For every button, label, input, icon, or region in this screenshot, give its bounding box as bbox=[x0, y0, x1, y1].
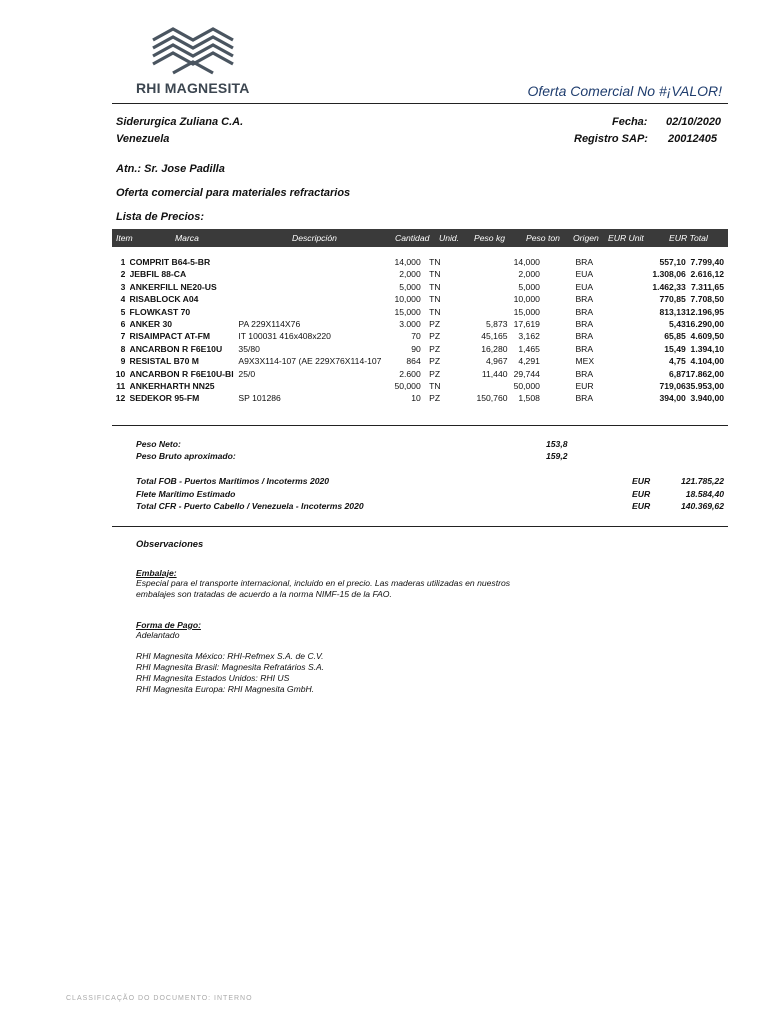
col-cantidad: Cantidad bbox=[395, 233, 430, 243]
freight-label: Flete Marítimo Estimado bbox=[136, 489, 236, 499]
row-descripcion: PA 229X114X76 bbox=[238, 319, 301, 330]
row-unid: TN bbox=[429, 381, 441, 392]
row-marca: FLOWKAST 70 bbox=[129, 306, 191, 317]
col-origen: Origen bbox=[573, 233, 599, 243]
row-spacer bbox=[421, 293, 429, 305]
row-eur-total: 17.862,00 bbox=[685, 368, 724, 379]
row-eur-unit: 1.462,33 bbox=[652, 281, 686, 292]
col-peso-ton: Peso ton bbox=[526, 233, 560, 243]
header-divider bbox=[112, 103, 728, 104]
packaging-text-2: embalajes son tratadas de acuerdo a la norma NIMF-15 de la FAO. bbox=[136, 589, 392, 599]
row-descripcion: IT 100031 416x408x220 bbox=[238, 331, 331, 342]
col-unid: Unid. bbox=[439, 233, 460, 243]
price-list-label: Lista de Precios: bbox=[116, 211, 205, 223]
col-eur-total: EUR Total bbox=[669, 233, 708, 243]
table-row bbox=[112, 293, 728, 305]
row-cantidad: 15,000 bbox=[394, 306, 421, 317]
row-unid: TN bbox=[429, 257, 441, 267]
row-unid: PZ bbox=[429, 356, 441, 367]
freight-currency: EUR bbox=[632, 489, 651, 499]
row-cantidad: 70 bbox=[411, 331, 421, 342]
fecha-label: Fecha: bbox=[612, 116, 648, 128]
row-peso-ton: 17,619 bbox=[513, 319, 540, 330]
entity-brasil: RHI Magnesita Brasil: Magnesita Refratários S.A. bbox=[136, 662, 325, 672]
row-eur-unit: 6,87 bbox=[669, 368, 686, 379]
row-eur-unit: 1.308,06 bbox=[652, 269, 686, 280]
row-unid: PZ bbox=[429, 368, 441, 379]
document-classification: CLASSIFICAÇÃO DO DOCUMENTO: INTERNO bbox=[66, 995, 253, 1002]
row-item: 4 bbox=[120, 294, 126, 305]
sap-value: 20012405 bbox=[668, 133, 717, 145]
observations-title: Observaciones bbox=[136, 538, 204, 549]
total-cfr-currency: EUR bbox=[632, 501, 651, 511]
row-eur-total: 3.940,00 bbox=[690, 393, 724, 404]
row-unid: TN bbox=[429, 294, 441, 305]
row-eur-total: 4.104,00 bbox=[690, 356, 724, 367]
col-marca: Marca bbox=[175, 233, 199, 243]
row-cantidad: 14,000 bbox=[394, 257, 421, 267]
row-eur-unit: 770,85 bbox=[659, 294, 686, 305]
row-descripcion bbox=[238, 256, 384, 268]
totals-divider bbox=[112, 526, 728, 527]
row-eur-total: 1.394,10 bbox=[690, 343, 724, 354]
row-origen: BRA bbox=[575, 294, 594, 305]
row-peso-ton: 1,508 bbox=[518, 393, 540, 404]
row-origen: EUR bbox=[575, 381, 594, 392]
row-marca: RESISTAL B70 M bbox=[129, 356, 199, 367]
row-peso-kg bbox=[460, 281, 507, 293]
row-peso-ton: 14,000 bbox=[513, 257, 540, 267]
row-origen: BRA bbox=[575, 343, 594, 354]
row-peso-kg bbox=[460, 256, 507, 268]
row-descripcion: 35/80 bbox=[238, 343, 260, 354]
col-item: Item bbox=[116, 233, 133, 243]
row-spacer bbox=[540, 318, 576, 330]
row-descripcion bbox=[238, 306, 384, 318]
row-descripcion bbox=[238, 268, 384, 280]
row-marca: ANKER 30 bbox=[129, 319, 173, 330]
row-item: 1 bbox=[120, 257, 126, 267]
col-eur-unit: EUR Unit bbox=[608, 233, 644, 243]
row-marca: ANCARBON R F6E10U bbox=[129, 343, 223, 354]
row-spacer bbox=[540, 268, 576, 280]
total-fob-currency: EUR bbox=[632, 476, 651, 486]
row-marca: RISAIMPACT AT-FM bbox=[129, 331, 211, 342]
packaging-label: Embalaje: bbox=[136, 568, 177, 578]
row-peso-kg bbox=[460, 293, 507, 305]
table-row bbox=[112, 368, 728, 380]
row-marca: COMPRIT B64-5-BR bbox=[129, 257, 211, 267]
table-row bbox=[112, 380, 728, 392]
client-country: Venezuela bbox=[116, 133, 170, 145]
row-cantidad: 10 bbox=[411, 393, 421, 404]
row-cantidad: 2.600 bbox=[399, 368, 421, 379]
table-row bbox=[112, 330, 728, 342]
row-spacer bbox=[421, 380, 429, 392]
row-spacer bbox=[421, 268, 429, 280]
table-row bbox=[112, 343, 728, 355]
row-eur-total: 16.290,00 bbox=[685, 319, 724, 330]
total-fob-label: Total FOB - Puertos Marítimos / Incoterms 2020 bbox=[136, 476, 330, 486]
offer-subject: Oferta comercial para materiales refractarios bbox=[116, 187, 351, 199]
row-unid: PZ bbox=[429, 343, 441, 354]
row-origen: EUA bbox=[575, 281, 594, 292]
row-peso-ton: 10,000 bbox=[513, 294, 540, 305]
table-row bbox=[112, 268, 728, 280]
row-unid: PZ bbox=[429, 319, 441, 330]
row-spacer bbox=[421, 318, 429, 330]
peso-bruto-label: Peso Bruto aproximado: bbox=[136, 451, 236, 461]
row-eur-total: 7.708,50 bbox=[690, 294, 724, 305]
row-eur-total: 7.799,40 bbox=[690, 257, 724, 267]
row-origen: BRA bbox=[575, 319, 594, 330]
row-spacer bbox=[540, 380, 576, 392]
row-origen: BRA bbox=[575, 331, 594, 342]
row-descripcion bbox=[238, 293, 384, 305]
table-row bbox=[112, 355, 728, 367]
row-eur-unit: 719,06 bbox=[659, 381, 686, 392]
row-peso-kg bbox=[460, 268, 507, 280]
row-origen: EUA bbox=[575, 269, 594, 280]
row-origen: BRA bbox=[575, 257, 594, 267]
row-unid: PZ bbox=[429, 393, 441, 404]
row-unid: PZ bbox=[429, 331, 441, 342]
row-spacer bbox=[540, 306, 576, 318]
row-spacer bbox=[540, 281, 576, 293]
row-eur-unit: 15,49 bbox=[664, 343, 686, 354]
row-marca: ANKERHARTH NN25 bbox=[129, 381, 215, 392]
offer-title: Oferta Comercial No #¡VALOR! bbox=[527, 83, 722, 99]
row-eur-total: 35.953,00 bbox=[685, 381, 724, 392]
row-descripcion: SP 101286 bbox=[238, 393, 281, 404]
row-origen: BRA bbox=[575, 393, 594, 404]
row-descripcion: A9X3X114-107 (AE 229X76X114-107 bbox=[238, 356, 382, 367]
row-spacer bbox=[540, 330, 576, 342]
entity-europe: RHI Magnesita Europa: RHI Magnesita GmbH. bbox=[136, 684, 315, 694]
row-spacer bbox=[421, 355, 429, 367]
payment-text: Adelantado bbox=[136, 630, 180, 640]
row-peso-kg bbox=[460, 306, 507, 318]
row-peso-ton: 3,162 bbox=[518, 331, 540, 342]
col-descripcion: Descripción bbox=[292, 233, 337, 243]
row-descripcion: 25/0 bbox=[238, 368, 256, 379]
fecha-value: 02/10/2020 bbox=[666, 116, 722, 128]
table-bottom-divider bbox=[112, 425, 728, 426]
row-spacer bbox=[421, 368, 429, 380]
row-item: 6 bbox=[120, 319, 126, 330]
row-eur-unit: 65,85 bbox=[664, 331, 686, 342]
company-logo-icon bbox=[148, 26, 238, 76]
row-origen: MEX bbox=[575, 356, 595, 367]
row-peso-ton: 2,000 bbox=[518, 269, 540, 280]
row-marca: ANCARBON R F6E10U-BI bbox=[129, 368, 234, 379]
row-marca: ANKERFILL NE20-US bbox=[129, 281, 217, 292]
row-eur-total: 7.311,65 bbox=[691, 281, 724, 292]
peso-neto-value: 153,8 bbox=[546, 439, 568, 449]
row-peso-kg: 16,280 bbox=[481, 343, 508, 354]
row-marca: SEDEKOR 95-FM bbox=[129, 393, 200, 404]
row-spacer bbox=[540, 256, 576, 268]
row-peso-ton: 29,744 bbox=[513, 368, 540, 379]
row-peso-kg bbox=[460, 380, 507, 392]
price-table bbox=[112, 256, 728, 405]
row-cantidad: 5,000 bbox=[399, 281, 421, 292]
freight-value: 18.584,40 bbox=[685, 489, 724, 499]
row-origen: BRA bbox=[575, 368, 594, 379]
row-eur-total: 12.196,95 bbox=[685, 306, 724, 317]
row-cantidad: 3.000 bbox=[399, 319, 421, 330]
row-item: 11 bbox=[116, 381, 126, 392]
row-cantidad: 10,000 bbox=[394, 294, 421, 305]
row-cantidad: 90 bbox=[411, 343, 421, 354]
table-row bbox=[112, 318, 728, 330]
row-unid: TN bbox=[429, 269, 441, 280]
row-spacer bbox=[421, 306, 429, 318]
row-peso-kg: 11,440 bbox=[481, 368, 508, 379]
table-row bbox=[112, 306, 728, 318]
row-spacer bbox=[540, 293, 576, 305]
table-header bbox=[112, 229, 728, 247]
peso-neto-label: Peso Neto: bbox=[136, 439, 181, 449]
table-row bbox=[112, 281, 728, 293]
total-fob-value: 121.785,22 bbox=[680, 476, 724, 486]
row-marca: RISABLOCK A04 bbox=[129, 294, 199, 305]
row-descripcion bbox=[238, 380, 384, 392]
peso-bruto-value: 159,2 bbox=[546, 451, 568, 461]
row-peso-kg: 4,967 bbox=[486, 356, 508, 367]
client-name: Siderurgica Zuliana C.A. bbox=[116, 116, 244, 128]
table-row bbox=[112, 392, 728, 404]
row-item: 9 bbox=[120, 356, 126, 367]
row-peso-ton: 50,000 bbox=[513, 381, 540, 392]
row-item: 7 bbox=[120, 331, 126, 342]
row-spacer bbox=[421, 281, 429, 293]
row-eur-unit: 813,13 bbox=[659, 306, 686, 317]
attention-line: Atn.: Sr. Jose Padilla bbox=[116, 163, 225, 175]
row-origen: BRA bbox=[575, 306, 594, 317]
row-peso-ton: 5,000 bbox=[518, 281, 540, 292]
row-peso-ton: 4,291 bbox=[518, 356, 540, 367]
row-peso-ton: 1,465 bbox=[518, 343, 540, 354]
row-item: 10 bbox=[115, 368, 126, 379]
row-cantidad: 864 bbox=[406, 356, 421, 367]
row-spacer bbox=[421, 392, 429, 404]
row-item: 5 bbox=[120, 306, 126, 317]
row-item: 12 bbox=[115, 393, 126, 404]
row-item: 2 bbox=[120, 269, 126, 280]
brand-name: RHI MAGNESITA bbox=[136, 80, 250, 96]
row-spacer bbox=[421, 330, 429, 342]
row-item: 3 bbox=[120, 281, 126, 292]
row-cantidad: 2,000 bbox=[399, 269, 421, 280]
row-spacer bbox=[540, 392, 576, 404]
table-row bbox=[112, 256, 728, 268]
row-eur-unit: 5,43 bbox=[669, 319, 686, 330]
row-spacer bbox=[421, 343, 429, 355]
row-unid: TN bbox=[429, 306, 441, 317]
row-eur-unit: 557,10 bbox=[659, 257, 686, 267]
sap-label: Registro SAP: bbox=[574, 133, 648, 145]
row-unid: TN bbox=[429, 281, 441, 292]
row-cantidad: 50,000 bbox=[394, 381, 421, 392]
row-item: 8 bbox=[120, 343, 126, 354]
row-eur-unit: 4,75 bbox=[669, 356, 686, 367]
row-spacer bbox=[540, 368, 576, 380]
col-peso-kg: Peso kg bbox=[474, 233, 506, 243]
row-peso-kg: 5,873 bbox=[486, 319, 508, 330]
row-eur-total: 4.609,50 bbox=[690, 331, 724, 342]
row-eur-unit: 394,00 bbox=[659, 393, 686, 404]
entity-mexico: RHI Magnesita México: RHI-Refmex S.A. de C.V. bbox=[136, 651, 324, 661]
row-spacer bbox=[540, 343, 576, 355]
total-cfr-label: Total CFR - Puerto Cabello / Venezuela - Incoterms 2020 bbox=[136, 501, 364, 511]
row-eur-total: 2.616,12 bbox=[690, 269, 724, 280]
payment-label: Forma de Pago: bbox=[136, 620, 201, 630]
entity-usa: RHI Magnesita Estados Unidos: RHI US bbox=[136, 673, 290, 683]
row-peso-kg: 150,760 bbox=[476, 393, 508, 404]
packaging-text-1: Especial para el transporte internacional, incluido en el precio. Las maderas utilizadas en nuestros bbox=[136, 578, 511, 588]
total-cfr-value: 140.369,62 bbox=[680, 501, 724, 511]
row-spacer bbox=[540, 355, 576, 367]
row-peso-ton: 15,000 bbox=[513, 306, 540, 317]
row-marca: JEBFIL 88-CA bbox=[129, 269, 187, 280]
row-spacer bbox=[421, 256, 429, 268]
row-descripcion bbox=[238, 281, 384, 293]
row-peso-kg: 45,165 bbox=[481, 331, 508, 342]
